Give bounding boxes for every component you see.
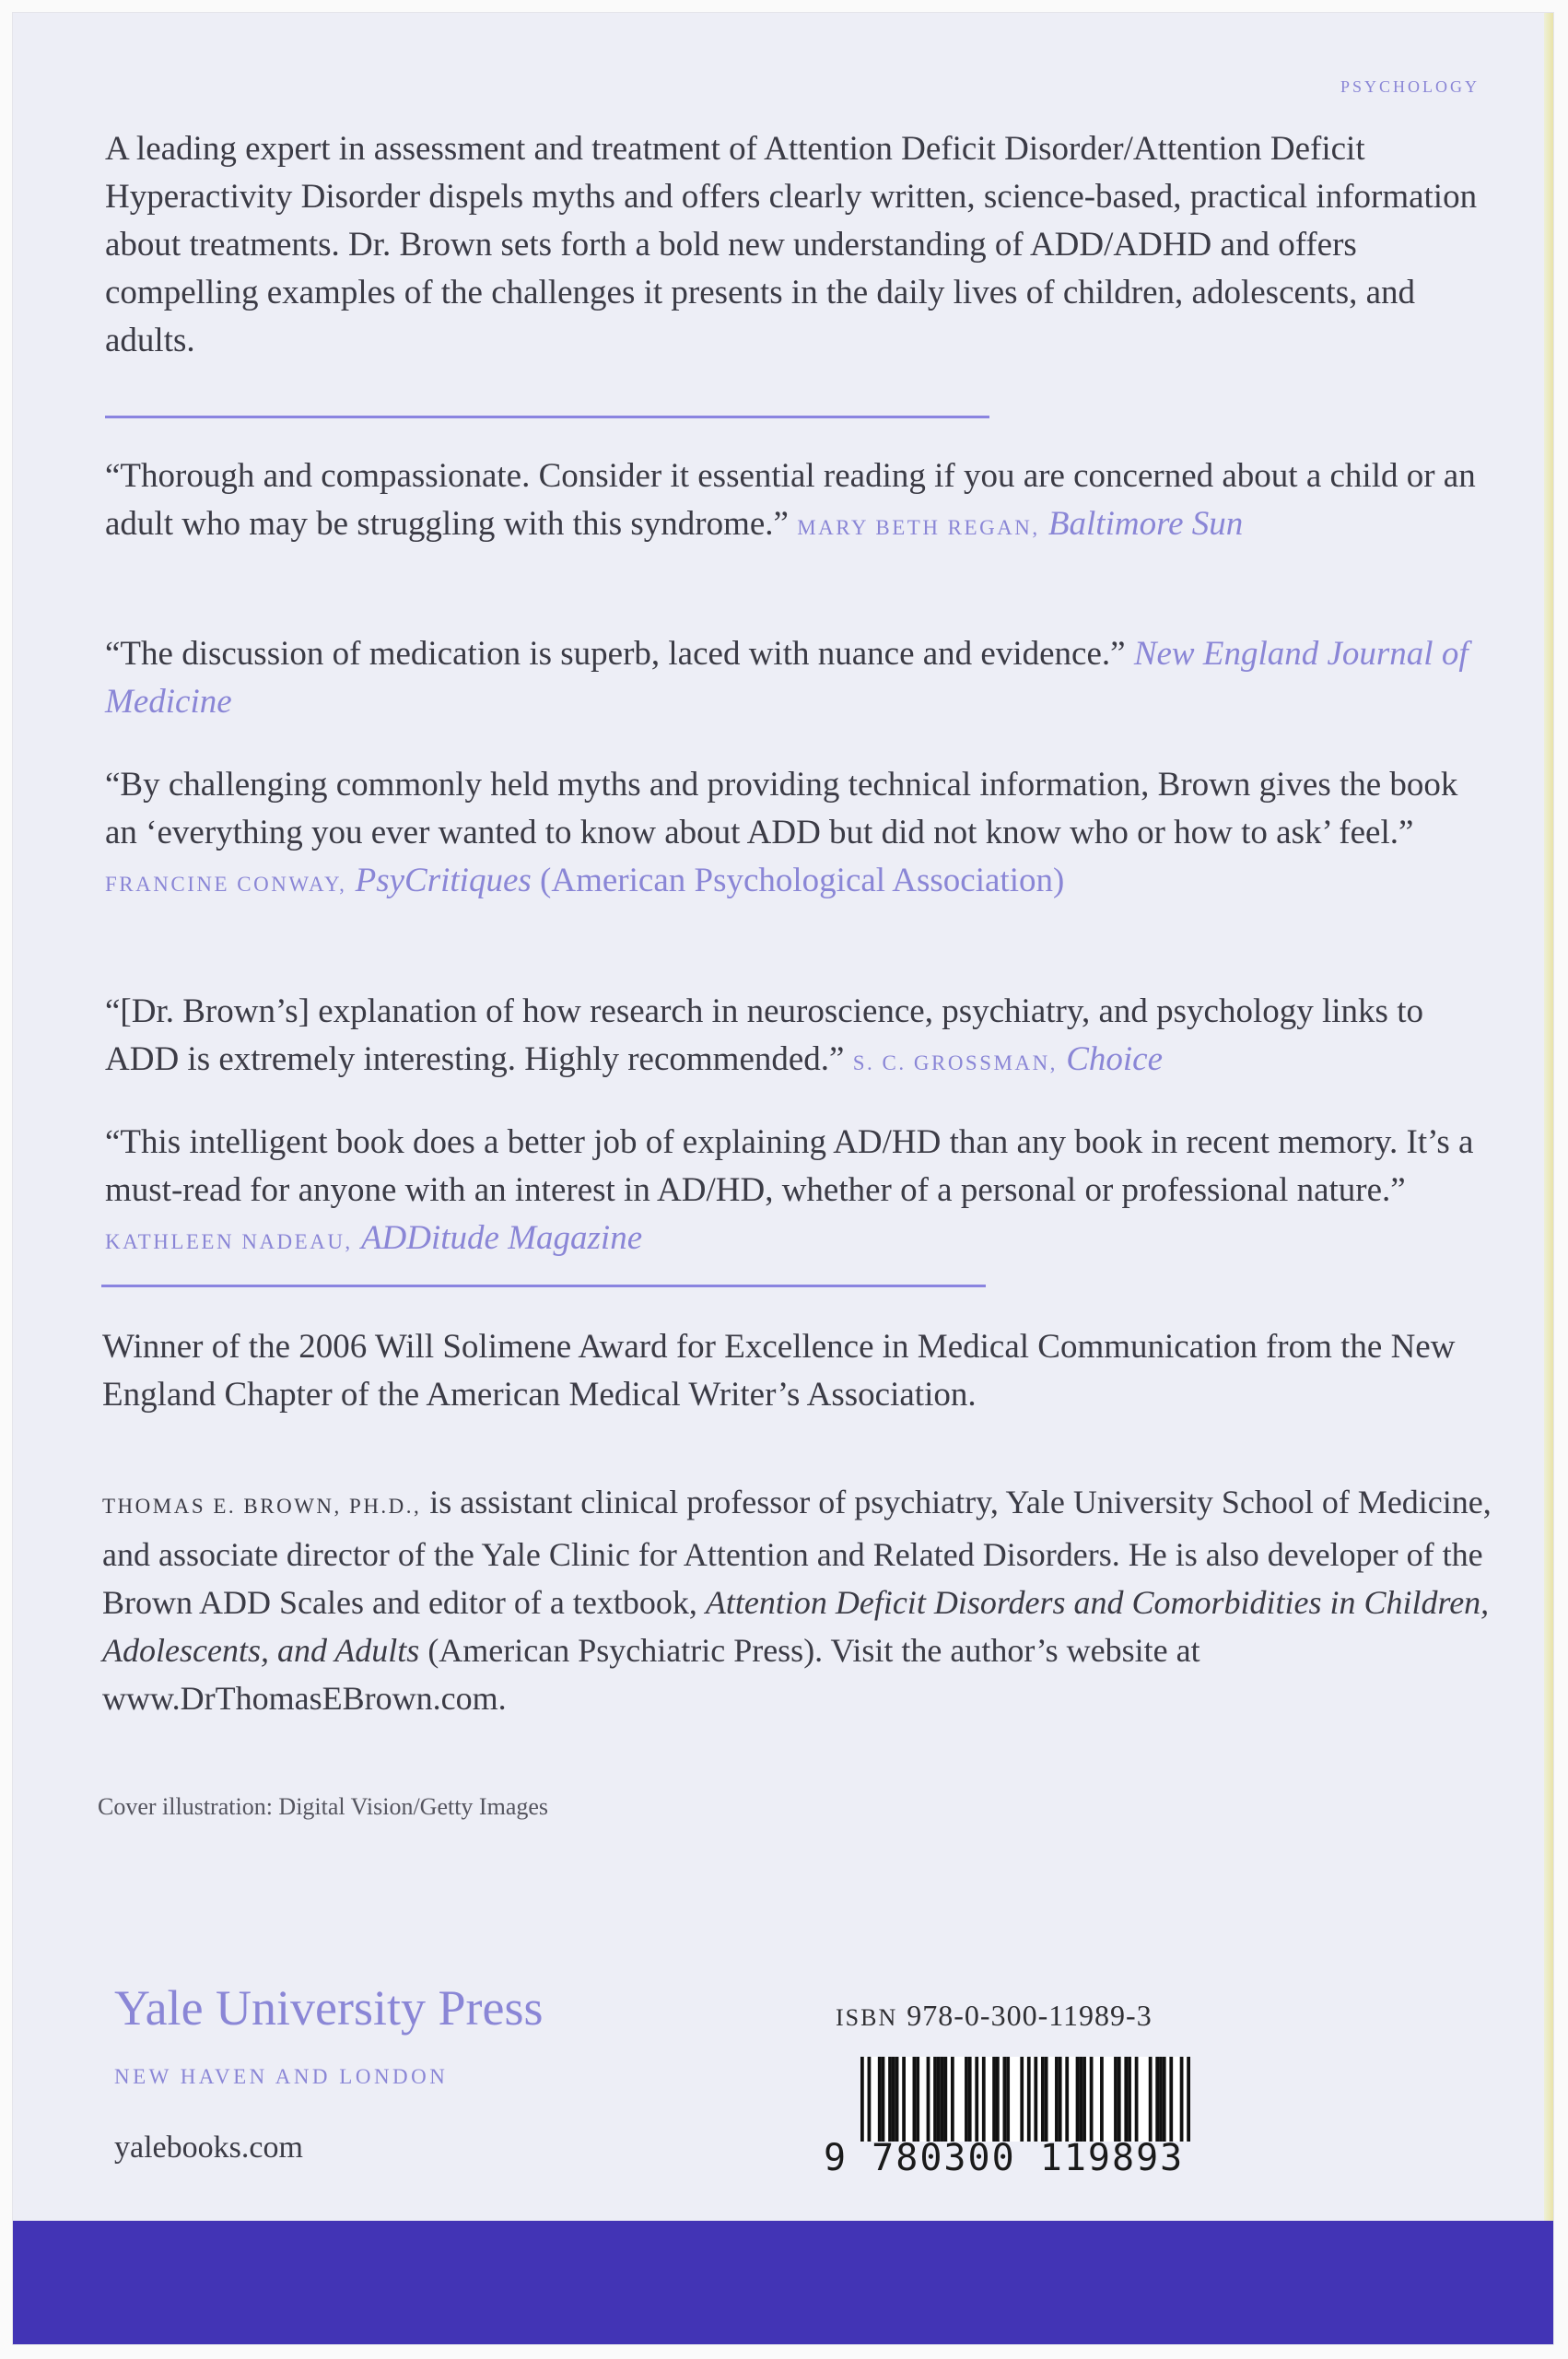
barcode-bar [1055,2057,1059,2142]
divider-bottom [101,1285,986,1287]
barcode [860,2057,1190,2142]
barcode-bar [1155,2057,1159,2142]
barcode-bar [975,2057,978,2142]
barcode-bar [916,2057,919,2142]
barcode-bar [1020,2057,1024,2142]
divider-top [105,416,989,418]
barcode-bar [895,2057,899,2142]
quote-author: KATHLEEN NADEAU, [105,1230,353,1253]
barcode-bar [1027,2057,1031,2142]
barcode-bar [951,2057,954,2142]
barcode-bar [868,2057,872,2142]
barcode-bar [1076,2057,1080,2142]
quote-source [105,862,1064,899]
barcode-bar [937,2057,941,2142]
barcode-bar [1045,2057,1048,2142]
barcode-bar [1003,2057,1007,2142]
quote-text: “By challenging commonly held myths and providing technical information, Brown gives the book an ‘everything you ever wanted to know about ADD but did not know who or how to ask’ feel.” [105,766,1458,851]
review-quote-4 [105,988,1487,1087]
review-quote-2 [105,630,1487,726]
quote-publication-note: (American Psychological Association) [540,862,1065,899]
barcode-bar [892,2057,895,2142]
award-statement: Winner of the 2006 Will Solimene Award for Excellence in Medical Communication from the New England Chapter of the American Medical Writer’s Association. [102,1328,1456,1414]
barcode-bar [1117,2057,1121,2142]
barcode-bar [1082,2057,1086,2142]
author-bio [102,1478,1503,1722]
barcode-bar [860,2057,864,2142]
barcode-bar [1090,2057,1094,2142]
category-label: PSYCHOLOGY [1340,77,1480,96]
quote-author: MARY BETH REGAN, [797,516,1040,539]
publisher-location: NEW HAVEN AND LONDON [114,2065,449,2088]
isbn [836,1999,1153,2033]
cover-credit: Cover illustration: Digital Vision/Getty Images [98,1793,549,1820]
quote-author: FRANCINE CONWAY, [105,873,347,896]
quote-source [853,1040,1163,1078]
barcode-bar [1187,2057,1190,2142]
quote-text: “This intelligent book does a better job of explaining AD/HD than any book in recent memory. It’s a must-read for anyone with an interest in AD/HD, whether of a personal or professional nature.” [105,1123,1474,1209]
barcode-bar [1114,2057,1117,2142]
review-quote-1 [105,452,1487,552]
barcode-bar [1159,2057,1163,2142]
bio-book-title: Attention Deficit Disorders and Comorbidities in Children, Adolescents, and Adults [102,1584,1490,1669]
publisher-website: yalebooks.com [114,2130,303,2165]
barcode-bar [1059,2057,1062,2142]
quote-publication: Choice [1066,1040,1163,1078]
barcode-bar [1169,2057,1173,2142]
page-edge [1544,13,1553,2261]
barcode-bar [913,2057,917,2142]
barcode-bar [1135,2057,1139,2142]
barcode-bar [1124,2057,1128,2142]
isbn-number: 978-0-300-11989-3 [907,1999,1153,2032]
quote-publication: ADDitude Magazine [360,1219,643,1257]
barcode-digits: 9 780300 119893 [824,2137,1185,2179]
bio-text-end: (American Psychiatric Press). Visit the author’s website at www.DrThomasEBrown.com. [102,1632,1200,1717]
barcode-bar [882,2057,885,2142]
quote-publication: New England Journal of Medicine [105,635,1469,721]
bio-text: is assistant clinical professor of psychiatry, Yale University School of Medicine, and associate director of the Yale Clinic for Attention and Related Disorders. He is also developer of the Brown ADD Scales and editor of a textbook, [102,1484,1492,1621]
barcode-bar [965,2057,968,2142]
barcode-bar [1163,2057,1166,2142]
barcode-bar [888,2057,892,2142]
barcode-bar [1034,2057,1037,2142]
barcode-bar [992,2057,996,2142]
barcode-bar [902,2057,906,2142]
barcode-bar [1180,2057,1184,2142]
author-name: THOMAS E. BROWN, PH.D., [102,1495,422,1518]
barcode-bar [1149,2057,1153,2142]
barcode-bar [1100,2057,1104,2142]
barcode-bar [968,2057,972,2142]
quote-publication: PsyCritiques [355,862,532,899]
publisher-name: Yale University Press [114,1980,544,2036]
barcode-bar [1065,2057,1069,2142]
barcode-bar [1128,2057,1131,2142]
barcode-bar [996,2057,1000,2142]
book-back-cover [13,13,1553,2344]
review-quote-3 [105,761,1487,909]
review-quote-5 [105,1119,1487,1266]
description-blurb: A leading expert in assessment and treatment of Attention Deficit Disorder/Attention Deficit Hyperactivity Disorder dispels myths and offers clearly written, science-based, practical information about treatments. Dr. Brown sets forth a bold new understanding of ADD/ADHD and offers compelling examples of the challenges it presents in the daily lives of children, adolescents, and adults. [105,130,1478,359]
barcode-bar [1041,2057,1045,2142]
quote-publication: Baltimore Sun [1047,505,1244,543]
barcode-bar [941,2057,944,2142]
quote-text: “[Dr. Brown’s] explanation of how research in neuroscience, psychiatry, and psychology links to ADD is extremely interesting. Highly recommended.” [105,992,1423,1078]
barcode-bar [927,2057,930,2142]
barcode-bar [878,2057,882,2142]
barcode-bar [933,2057,937,2142]
quote-text: “The discussion of medication is superb, laced with nuance and evidence.” [105,635,1126,673]
quote-source [797,505,1243,543]
isbn-label: ISBN [836,2004,898,2031]
barcode-bar [1006,2057,1010,2142]
quote-text: “Thorough and compassionate. Consider it essential reading if you are concerned about a child or an adult who may be struggling with this syndrome.” [105,457,1476,543]
bottom-color-band [13,2221,1553,2344]
barcode-bar [943,2057,947,2142]
quote-source [105,1219,642,1257]
quote-author: S. C. GROSSMAN, [852,1051,1058,1074]
barcode-bar [1079,2057,1082,2142]
barcode-bar [982,2057,986,2142]
